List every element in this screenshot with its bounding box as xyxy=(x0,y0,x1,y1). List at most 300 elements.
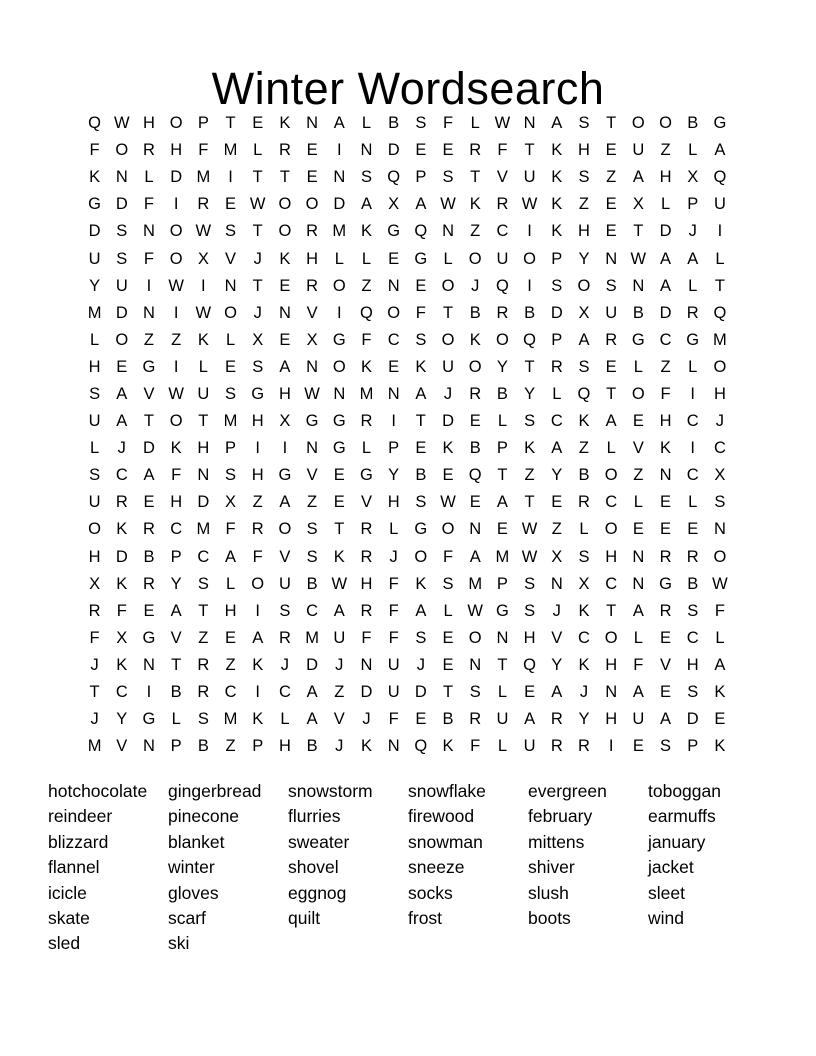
grid-letter: Z xyxy=(225,655,236,674)
grid-letter: H xyxy=(605,710,618,729)
grid-letter: K xyxy=(714,737,726,756)
grid-letter: C xyxy=(605,574,618,593)
grid-letter: A xyxy=(306,683,318,702)
grid-letter: Z xyxy=(334,683,345,702)
grid-letter: G xyxy=(686,330,700,349)
grid-letter: F xyxy=(470,737,481,756)
grid-letter: Z xyxy=(551,520,562,539)
grid-letter: D xyxy=(659,222,672,241)
grid-letter: E xyxy=(333,493,345,512)
grid-letter: G xyxy=(142,710,156,729)
grid-letter: H xyxy=(170,493,183,512)
grid-letter: B xyxy=(388,114,400,133)
grid-letter: O xyxy=(523,249,537,268)
grid-letter: B xyxy=(496,384,508,403)
grid-letter: Y xyxy=(551,466,563,485)
grid-letter: F xyxy=(714,601,725,620)
grid-letter: U xyxy=(197,384,210,403)
grid-letter: S xyxy=(116,222,128,241)
word-list xyxy=(48,779,768,957)
grid-letter: G xyxy=(414,520,428,539)
grid-letter: W xyxy=(113,114,130,133)
grid-letter: G xyxy=(659,574,672,593)
grid-letter: L xyxy=(688,357,698,376)
grid-letter: F xyxy=(143,195,155,214)
grid-letter: P xyxy=(687,195,699,214)
grid-letter: G xyxy=(305,412,319,431)
grid-letter: E xyxy=(442,655,454,674)
grid-letter: Q xyxy=(523,330,537,349)
grid-letter: L xyxy=(361,439,372,458)
grid-letter: S xyxy=(524,601,536,620)
grid-letter: G xyxy=(142,357,156,376)
grid-letter: E xyxy=(660,628,672,647)
grid-letter: N xyxy=(632,547,645,566)
grid-letter: Q xyxy=(495,276,509,295)
grid-letter: E xyxy=(442,141,454,160)
grid-letter: S xyxy=(687,601,699,620)
grid-letter: U xyxy=(523,168,536,187)
grid-letter: K xyxy=(360,737,372,756)
grid-letter: U xyxy=(632,141,645,160)
grid-letter: T xyxy=(470,168,481,187)
grid-letter: K xyxy=(551,222,563,241)
grid-letter: K xyxy=(442,737,454,756)
grid-letter: I xyxy=(527,222,532,241)
word-item: toboggan xyxy=(648,781,721,801)
grid-letter: R xyxy=(686,303,699,322)
grid-letter: F xyxy=(198,141,209,160)
word-item: icicle xyxy=(48,882,87,903)
grid-letter: V xyxy=(170,628,182,647)
grid-letter: C xyxy=(387,330,400,349)
grid-letter: K xyxy=(89,168,101,187)
grid-letter: P xyxy=(551,249,563,268)
grid-letter: X xyxy=(578,574,590,593)
grid-letter: R xyxy=(686,547,699,566)
grid-letter: V xyxy=(279,547,291,566)
grid-letter: S xyxy=(578,114,590,133)
grid-letter: C xyxy=(115,466,128,485)
grid-letter: M xyxy=(359,384,374,403)
grid-letter: N xyxy=(523,114,536,133)
grid-letter: N xyxy=(605,683,618,702)
grid-letter: X xyxy=(225,493,237,512)
grid-letter: K xyxy=(279,114,291,133)
grid-letter: H xyxy=(143,114,155,133)
grid-letter: R xyxy=(659,547,672,566)
grid-letter: X xyxy=(714,466,726,485)
grid-letter: Y xyxy=(578,249,590,268)
grid-letter: C xyxy=(306,601,319,620)
grid-letter: E xyxy=(388,249,400,268)
grid-letter: X xyxy=(116,628,128,647)
grid-letter: S xyxy=(197,574,209,593)
grid-letter: A xyxy=(279,493,291,512)
grid-letter: P xyxy=(170,547,182,566)
grid-letter: J xyxy=(552,601,561,620)
grid-letter: J xyxy=(335,655,344,674)
grid-letter: U xyxy=(88,249,101,268)
grid-letter: L xyxy=(144,168,154,187)
grid-letter: F xyxy=(388,601,399,620)
grid-letter: O xyxy=(278,520,292,539)
grid-letter: S xyxy=(415,628,427,647)
grid-letter: P xyxy=(388,439,400,458)
grid-letter: R xyxy=(143,520,155,539)
grid-letter: I xyxy=(255,601,261,620)
word-item: gingerbread xyxy=(168,781,262,801)
grid-letter: O xyxy=(169,249,183,268)
grid-letter: F xyxy=(633,655,644,674)
grid-letter: L xyxy=(715,249,725,268)
grid-letter: B xyxy=(415,466,427,485)
grid-letter: E xyxy=(687,520,699,539)
grid-letter: W xyxy=(168,276,184,295)
grid-letter: O xyxy=(115,330,129,349)
grid-letter: A xyxy=(660,249,672,268)
grid-letter: E xyxy=(279,276,291,295)
grid-letter: U xyxy=(442,357,454,376)
grid-letter: O xyxy=(604,628,618,647)
grid-letter: N xyxy=(387,384,400,403)
grid-letter: W xyxy=(168,384,184,403)
grid-letter: X xyxy=(632,195,644,214)
grid-letter: E xyxy=(306,141,318,160)
grid-letter: R xyxy=(360,412,373,431)
grid-letter: V xyxy=(306,466,318,485)
grid-letter: P xyxy=(197,114,209,133)
grid-letter: A xyxy=(415,195,427,214)
grid-letter: S xyxy=(279,601,291,620)
grid-letter: H xyxy=(251,466,264,485)
grid-letter: D xyxy=(306,655,319,674)
grid-letter: P xyxy=(551,330,563,349)
grid-letter: E xyxy=(469,412,481,431)
grid-letter: R xyxy=(197,655,210,674)
grid-letter: I xyxy=(173,357,179,376)
grid-letter: S xyxy=(415,330,427,349)
grid-letter: C xyxy=(496,222,509,241)
word-item: sweater xyxy=(288,831,350,852)
grid-letter: U xyxy=(605,303,618,322)
grid-letter: K xyxy=(524,439,536,458)
grid-letter: P xyxy=(415,168,427,187)
grid-letter: R xyxy=(550,710,563,729)
grid-letter: C xyxy=(686,466,699,485)
grid-letter: L xyxy=(633,628,643,647)
grid-letter: E xyxy=(333,466,345,485)
grid-letter: D xyxy=(88,222,101,241)
grid-letter: I xyxy=(228,168,233,187)
grid-letter: W xyxy=(467,601,483,620)
grid-letter: M xyxy=(495,547,510,566)
grid-letter: T xyxy=(198,601,209,620)
grid-letter: L xyxy=(688,141,698,160)
grid-letter: X xyxy=(252,330,264,349)
grid-letter: R xyxy=(197,683,210,702)
grid-letter: M xyxy=(223,710,238,729)
grid-letter: L xyxy=(688,276,698,295)
grid-letter: O xyxy=(631,384,645,403)
grid-letter: T xyxy=(252,222,263,241)
grid-letter: H xyxy=(387,493,400,512)
grid-letter: F xyxy=(252,547,263,566)
grid-letter: N xyxy=(333,384,346,403)
grid-letter: A xyxy=(632,168,644,187)
grid-letter: A xyxy=(605,412,617,431)
grid-letter: E xyxy=(279,330,291,349)
grid-letter: O xyxy=(169,412,183,431)
grid-letter: A xyxy=(333,601,345,620)
grid-letter: T xyxy=(524,141,535,160)
grid-letter: O xyxy=(713,547,727,566)
grid-letter: F xyxy=(225,520,236,539)
grid-letter: N xyxy=(550,574,563,593)
grid-letter: O xyxy=(278,195,292,214)
grid-letter: Y xyxy=(388,466,400,485)
grid-letter: A xyxy=(252,628,264,647)
grid-letter: I xyxy=(527,276,532,295)
word-item: january xyxy=(648,831,706,852)
grid-letter: K xyxy=(660,439,672,458)
grid-letter: J xyxy=(335,737,344,756)
grid-letter: I xyxy=(173,195,179,214)
grid-letter: P xyxy=(225,439,237,458)
grid-letter: E xyxy=(415,141,427,160)
grid-letter: K xyxy=(551,168,563,187)
grid-letter: E xyxy=(524,683,536,702)
page-title: Winter Wordsearch xyxy=(211,63,605,115)
grid-letter: N xyxy=(115,168,128,187)
grid-letter: E xyxy=(143,601,155,620)
grid-letter: B xyxy=(306,574,318,593)
grid-letter: N xyxy=(197,466,210,485)
grid-letter: J xyxy=(416,655,425,674)
grid-letter: M xyxy=(196,520,211,539)
grid-letter: T xyxy=(442,303,454,322)
grid-letter: R xyxy=(550,357,563,376)
grid-letter: X xyxy=(687,168,699,187)
grid-letter: K xyxy=(551,195,563,214)
grid-letter: U xyxy=(496,710,509,729)
grid-letter: L xyxy=(225,330,236,349)
grid-letter: K xyxy=(252,710,264,729)
grid-letter: O xyxy=(414,547,428,566)
word-item: wind xyxy=(648,908,684,929)
word-item: skate xyxy=(48,908,90,929)
grid-letter: F xyxy=(143,249,155,268)
grid-letter: F xyxy=(89,141,100,160)
grid-letter: I xyxy=(173,303,179,322)
grid-letter: E xyxy=(660,493,672,512)
grid-letter: H xyxy=(88,547,101,566)
grid-letter: N xyxy=(333,168,346,187)
grid-letter: N xyxy=(605,249,618,268)
grid-letter: R xyxy=(659,601,672,620)
grid-letter: Q xyxy=(577,384,591,403)
grid-letter: K xyxy=(469,195,481,214)
word-item: shiver xyxy=(528,857,575,878)
word-item: flannel xyxy=(48,857,100,878)
grid-letter: K xyxy=(578,601,590,620)
grid-letter: G xyxy=(495,601,509,620)
grid-letter: N xyxy=(713,520,726,539)
grid-letter: A xyxy=(170,601,182,620)
grid-letter: O xyxy=(169,222,183,241)
grid-letter: K xyxy=(714,683,726,702)
grid-letter: B xyxy=(578,466,590,485)
grid-letter: N xyxy=(143,655,155,674)
word-list-column xyxy=(168,779,288,957)
grid-letter: G xyxy=(332,412,346,431)
grid-letter: J xyxy=(471,276,480,295)
grid-letter: O xyxy=(468,628,482,647)
grid-letter: D xyxy=(115,547,128,566)
grid-letter: T xyxy=(633,222,644,241)
grid-letter: O xyxy=(115,141,129,160)
grid-letter: T xyxy=(252,276,263,295)
grid-letter: T xyxy=(252,168,263,187)
word-item: evergreen xyxy=(528,781,607,801)
grid-letter: O xyxy=(577,276,591,295)
grid-letter: A xyxy=(415,601,427,620)
grid-letter: S xyxy=(360,168,372,187)
grid-letter: E xyxy=(116,357,128,376)
grid-letter: C xyxy=(605,493,618,512)
grid-letter: S xyxy=(578,547,590,566)
grid-letter: E xyxy=(551,493,563,512)
grid-letter: E xyxy=(143,493,155,512)
grid-letter: D xyxy=(442,412,454,431)
grid-letter: F xyxy=(388,710,399,729)
grid-letter: M xyxy=(87,303,102,322)
word-item: boots xyxy=(528,908,571,929)
grid-letter: F xyxy=(442,114,454,133)
grid-letter: Z xyxy=(578,195,590,214)
grid-letter: L xyxy=(579,520,589,539)
grid-letter: J xyxy=(715,412,725,431)
grid-letter: D xyxy=(360,683,373,702)
grid-letter: Z xyxy=(225,737,236,756)
word-list-column xyxy=(288,779,408,957)
grid-letter: Z xyxy=(633,466,644,485)
word-item: february xyxy=(528,806,593,827)
grid-letter: U xyxy=(115,276,128,295)
grid-letter: T xyxy=(198,412,209,431)
grid-letter: A xyxy=(143,466,155,485)
grid-letter: L xyxy=(470,114,480,133)
grid-letter: N xyxy=(143,303,155,322)
grid-letter: N xyxy=(224,276,237,295)
grid-letter: H xyxy=(306,249,319,268)
grid-letter: E xyxy=(252,114,264,133)
grid-letter: S xyxy=(306,520,318,539)
grid-letter: R xyxy=(469,141,482,160)
grid-letter: W xyxy=(521,195,538,214)
grid-letter: U xyxy=(333,628,346,647)
grid-letter: R xyxy=(115,493,128,512)
grid-letter: S xyxy=(442,168,454,187)
grid-letter: I xyxy=(690,384,696,403)
grid-letter: O xyxy=(604,466,618,485)
grid-letter: R xyxy=(306,276,319,295)
grid-letter: W xyxy=(304,384,320,403)
grid-letter: T xyxy=(606,384,617,403)
grid-letter: J xyxy=(90,710,99,729)
grid-letter: B xyxy=(170,683,182,702)
grid-letter: Y xyxy=(170,574,182,593)
grid-letter: G xyxy=(631,330,645,349)
grid-letter: H xyxy=(88,357,101,376)
grid-letter: N xyxy=(632,574,645,593)
grid-letter: N xyxy=(306,114,319,133)
grid-letter: F xyxy=(388,628,399,647)
grid-letter: A xyxy=(333,114,345,133)
grid-letter: N xyxy=(469,520,482,539)
grid-letter: I xyxy=(255,683,261,702)
grid-letter: Z xyxy=(524,466,535,485)
grid-letter: L xyxy=(171,710,181,729)
grid-letter: A xyxy=(116,412,128,431)
grid-letter: S xyxy=(578,168,590,187)
grid-letter: T xyxy=(442,683,454,702)
grid-letter: Z xyxy=(198,628,209,647)
word-item: frost xyxy=(408,908,443,929)
grid-letter: A xyxy=(524,710,536,729)
grid-letter: X xyxy=(388,195,400,214)
grid-letter: I xyxy=(201,276,206,295)
grid-letter: V xyxy=(116,737,128,756)
grid-letter: L xyxy=(497,683,507,702)
grid-letter: W xyxy=(440,493,456,512)
grid-letter: Y xyxy=(578,710,590,729)
word-item: shovel xyxy=(288,857,339,878)
grid-letter: E xyxy=(496,520,508,539)
grid-letter: W xyxy=(712,574,728,593)
grid-letter: N xyxy=(387,276,400,295)
grid-letter: S xyxy=(415,493,427,512)
grid-letter: F xyxy=(497,141,508,160)
grid-letter: U xyxy=(88,493,101,512)
grid-letter: O xyxy=(251,574,265,593)
grid-letter: R xyxy=(143,141,155,160)
grid-letter: P xyxy=(687,737,699,756)
grid-letter: G xyxy=(713,114,727,133)
grid-letter: S xyxy=(469,683,481,702)
grid-letter: J xyxy=(280,655,290,674)
grid-letter: E xyxy=(632,520,644,539)
grid-letter: Q xyxy=(360,303,373,322)
grid-letter: A xyxy=(469,547,481,566)
word-item: blanket xyxy=(168,831,225,852)
grid-letter: R xyxy=(360,547,373,566)
word-list-column xyxy=(408,779,528,957)
grid-letter: H xyxy=(360,574,373,593)
grid-letter: Q xyxy=(414,222,428,241)
grid-letter: O xyxy=(224,303,237,322)
grid-letter: G xyxy=(332,439,346,458)
grid-letter: A xyxy=(714,655,726,674)
grid-letter: T xyxy=(497,466,508,485)
grid-letter: S xyxy=(89,466,101,485)
grid-letter: K xyxy=(551,141,563,160)
grid-letter: R xyxy=(605,330,618,349)
word-item: earmuffs xyxy=(648,806,716,827)
grid-letter: M xyxy=(223,141,238,160)
grid-letter: J xyxy=(90,655,99,674)
grid-letter: N xyxy=(496,628,509,647)
